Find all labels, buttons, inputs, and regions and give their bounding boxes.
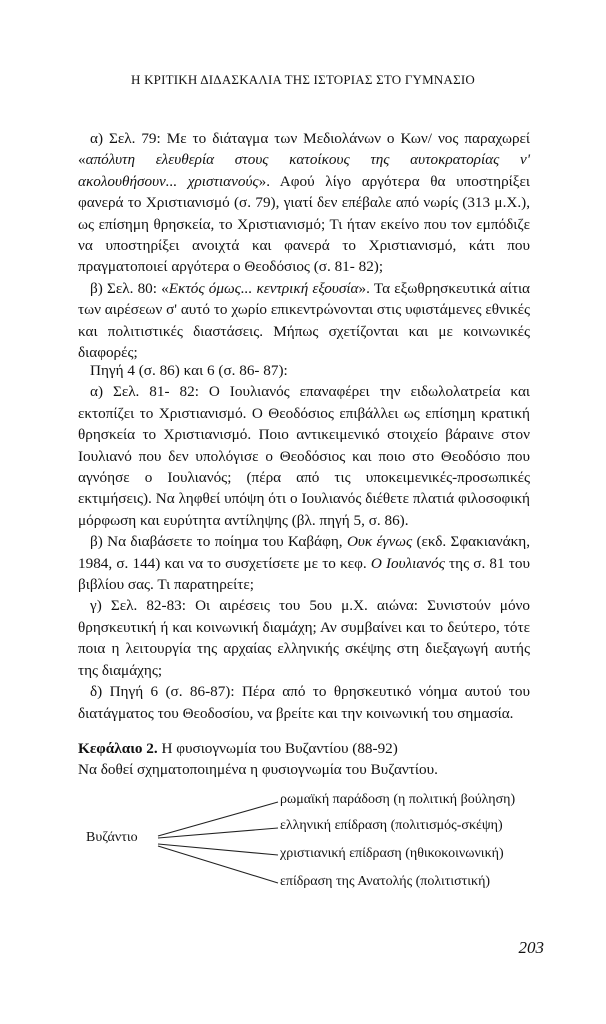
branch-line-4 bbox=[158, 846, 278, 883]
poem-title: Ουκ έγνως bbox=[346, 533, 413, 551]
branch-line-3 bbox=[158, 844, 278, 855]
chapter-label: Κεφάλαιο 2. bbox=[78, 740, 158, 757]
diagram-branch-roman: ρωμαϊκή παράδοση (η πολιτική βούληση) bbox=[280, 792, 516, 807]
quoted-text: απόλυτη ελευθερία στους κατοίκους της αυτοκρατορίας ν' ακολουθήσουν... χριστιανούς bbox=[78, 151, 530, 190]
chapter-instruction: Να δοθεί σχηματοποιημένα η φυσιογνωμία του Βυζαντίου. bbox=[78, 761, 438, 779]
question-a-pages81-82: α) Σελ. 81- 82: Ο Ιουλιανός επαναφέρει την ειδωλολατρεία και εκτοπίζει το Χριστιανισμό. Ο Θεοδόσιος επιβάλλει ως επίσημη κρατική θρησκεία το Χριστιανισμό. Ποιο αντικειμενικό στοιχείο βάραινε στον Ιουλιανό που δεν υπολόγισε ο Θεοδόσιος και ποιο στο Θεοδόσιο που αγνόησε ο Ιουλιανός; (πέρα από τις υποκειμενικές-προσωπικές εκτιμήσεις). Να ληφθεί υπόψη ότι ο Ιουλιανός διέθετε πλατιά φιλοσοφική μόρφωση και ευρύτητα αντίληψης (βλ. πηγή 5, σ. 86). bbox=[78, 383, 530, 529]
question-c-heresies: γ) Σελ. 82-83: Οι αιρέσεις του 5ου μ.Χ. αιώνα: Συνιστούν μόνο θρησκευτική ή και κοινωνική διαμάχη; Αν συμβαίνει και το δεύτερο, τότε ποια η λειτουργία της αρχαίας ελληνικής σκέψης στη διεξαγωγή αυτής της διαμάχης; bbox=[78, 597, 530, 679]
questions-block-2 bbox=[78, 360, 530, 724]
source-line: Πηγή 4 (σ. 86) και 6 (σ. 86- 87): bbox=[90, 362, 288, 379]
chapter-heading bbox=[78, 738, 530, 759]
questions-block-1 bbox=[78, 128, 530, 363]
question-a-page79: α) Σελ. 79: Με το διάταγμα των Μεδιολάνων ο Κων/ νος παραχωρεί «απόλυτη ελευθερία στους κατοίκους της αυτοκρατορίας ν' ακολουθήσουν... χριστιανούς». Αφού λίγο αργότερα θα υποστηρίξει φανερά το Χριστιανισμό (σ. 79), γιατί δεν επέβαλε από νωρίς (313 μ.Χ.), ως επίσημη θρησκεία, το Χριστιανισμό; Τι ήταν εκείνο που τον εμπόδιζε να υποστηρίξει ανοιχτά και φανερά το Χριστιανισμό, κάτι που πραγματοποιεί αργότερα ο Θεοδόσιος (σ. 81- 82); bbox=[78, 130, 530, 276]
branch-line-1 bbox=[158, 802, 278, 836]
byzantium-diagram bbox=[80, 790, 550, 900]
chapter-block bbox=[78, 738, 530, 781]
running-header: Η ΚΡΙΤΙΚΗ ΔΙΔΑΣΚΑΛΙΑ ΤΗΣ ΙΣΤΟΡΙΑΣ ΣΤΟ ΓΥΜΝΑΣΙΟ bbox=[131, 72, 475, 87]
quoted-text: Εκτός όμως... κεντρική εξουσία bbox=[168, 279, 359, 297]
diagram-branch-east: επίδραση της Ανατολής (πολιτιστική) bbox=[280, 874, 491, 889]
chapter-title: Η φυσιογνωμία του Βυζαντίου (88-92) bbox=[157, 740, 398, 757]
branch-line-2 bbox=[158, 828, 278, 838]
chapter-title-ref: Ο Ιουλιανός bbox=[370, 554, 445, 572]
question-b-cavafy: β) Να διαβάσετε το ποίημα του Καβάφη, Ουκ έγνως (εκδ. Σφακιανάκη, 1984, σ. 144) και να το συσχετίσετε με το κεφ. Ο Ιουλιανός της σ. 81 του βιβλίου σας. Τι παρατηρείτε; bbox=[78, 533, 531, 594]
diagram-branch-christian: χριστιανική επίδραση (ηθικοκοινωνική) bbox=[280, 846, 504, 861]
question-d-source6: δ) Πηγή 6 (σ. 86-87): Πέρα από το θρησκευτικό νόημα αυτού του διατάγματος του Θεοδοσίου, να βρείτε και την κοινωνική του σημασία. bbox=[78, 683, 530, 722]
diagram-branch-greek: ελληνική επίδραση (πολιτισμός-σκέψη) bbox=[280, 818, 503, 833]
diagram-root: Βυζάντιο bbox=[86, 830, 138, 845]
page-number: 203 bbox=[518, 938, 544, 957]
question-b-page80: β) Σελ. 80: «Εκτός όμως... κεντρική εξουσία». Τα εξωθρησκευτικά αίτια των αιρέσεων σ' αυτό το χωρίο επικεντρώνονται στις υφιστάμενες εθνικές και πολιτιστικές διαστάσεις. Μήπως σχετίζονται και με κοινωνικές διαφορές; bbox=[78, 279, 530, 362]
